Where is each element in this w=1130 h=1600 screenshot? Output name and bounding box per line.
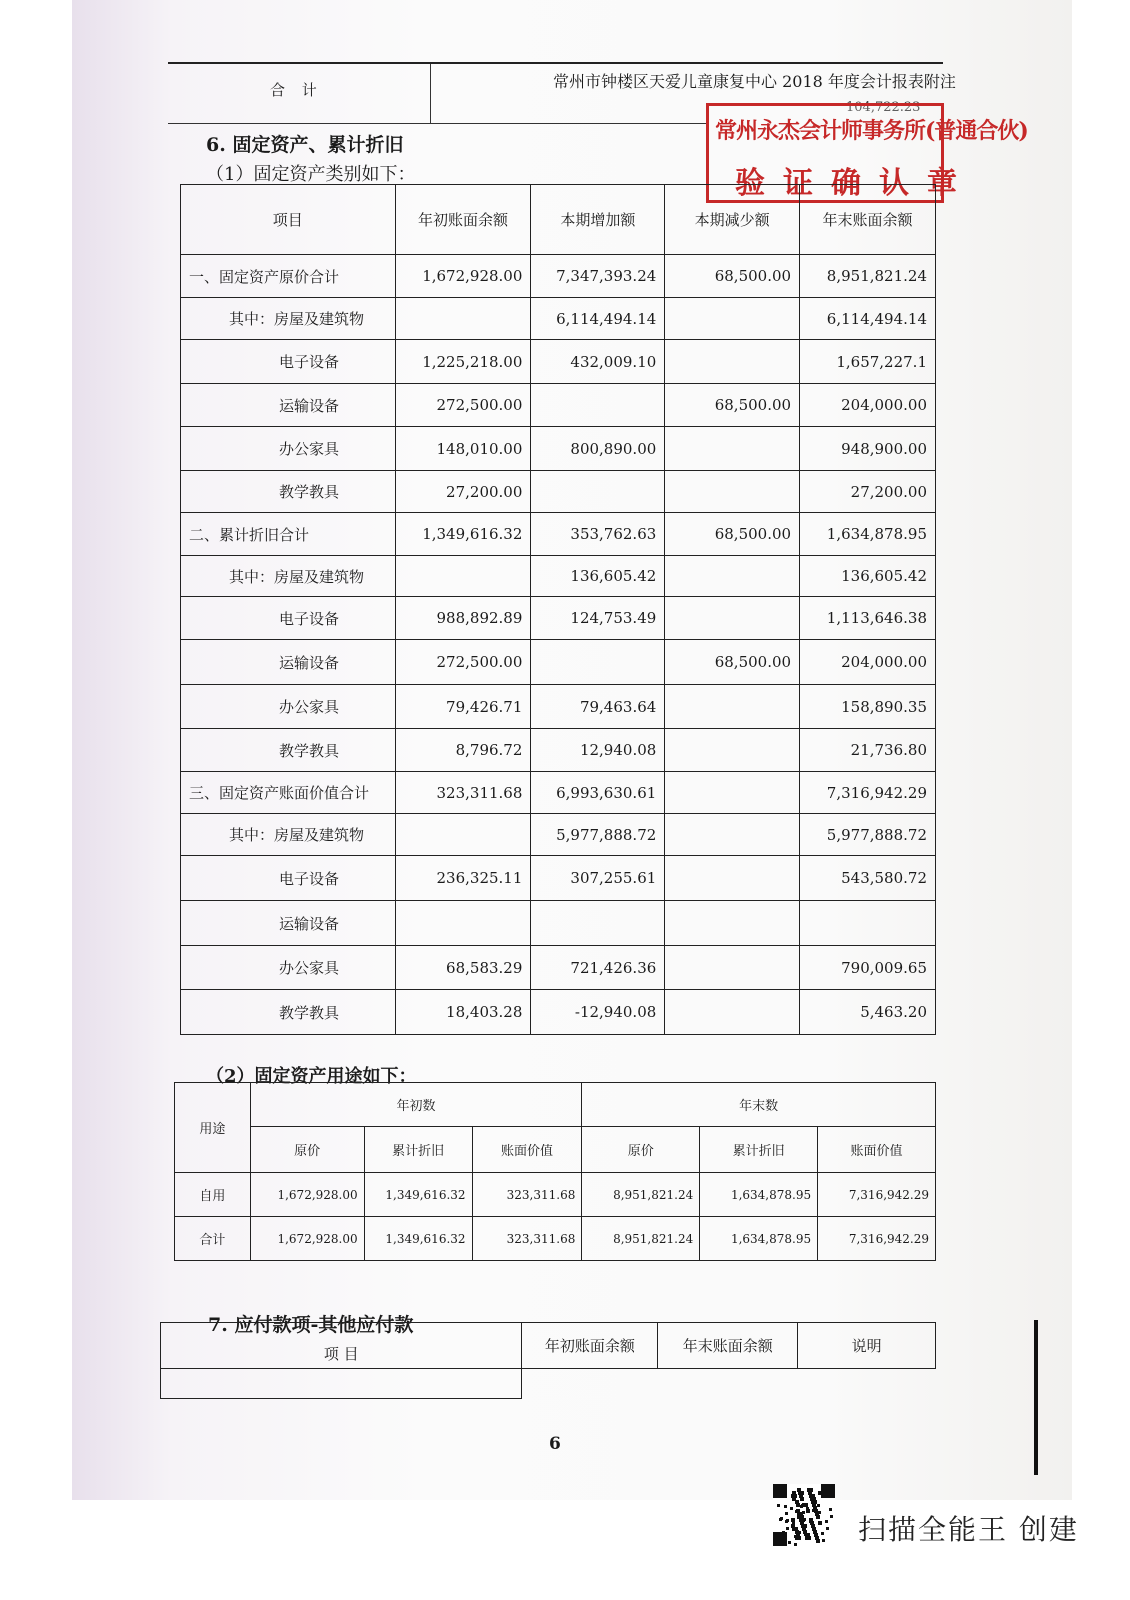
prev-total-bottom-rule [168, 123, 708, 124]
row-value: 988,892.89 [395, 597, 531, 640]
row-value [665, 597, 800, 640]
row-value [531, 640, 665, 685]
row-value: 236,325.11 [395, 856, 531, 901]
table-row [181, 685, 936, 729]
table-row [181, 729, 936, 772]
col-header-item: 项目 [181, 185, 396, 255]
row-value: 6,993,630.61 [531, 772, 665, 814]
row-value: 68,583.29 [395, 946, 531, 990]
table-row [181, 255, 936, 298]
row-value: 21,736.80 [800, 729, 936, 772]
usage-row-value: 1,349,616.32 [364, 1173, 472, 1217]
row-value: 148,010.00 [395, 427, 531, 471]
row-value [665, 298, 800, 340]
row-label: 教学教具 [181, 471, 396, 513]
usage-row-label: 合计 [175, 1217, 251, 1261]
table-row [181, 340, 936, 384]
row-value: 79,426.71 [395, 685, 531, 729]
row-value [531, 471, 665, 513]
payables-col-begin: 年初账面余额 [522, 1323, 658, 1369]
usage-subheader: 累计折旧 [700, 1127, 818, 1173]
row-value: 1,657,227.1 [800, 340, 936, 384]
row-value [665, 946, 800, 990]
usage-subheader: 账面价值 [472, 1127, 582, 1173]
row-value: 790,009.65 [800, 946, 936, 990]
row-value: 948,900.00 [800, 427, 936, 471]
usage-row [175, 1217, 936, 1261]
row-label: 办公家具 [181, 427, 396, 471]
qr-code-icon [773, 1484, 835, 1546]
table-row [181, 298, 936, 340]
scan-edge-mark [1034, 1320, 1038, 1475]
fixed-asset-usage-table [174, 1082, 936, 1261]
usage-subheader: 原价 [250, 1127, 364, 1173]
row-value [395, 556, 531, 597]
stamp-firm-name: 常州永杰会计师事务所(普通合伙) [715, 118, 1028, 144]
other-payables-table [160, 1322, 936, 1399]
row-label: 三、固定资产账面价值合计 [181, 772, 396, 814]
row-value: 6,114,494.14 [800, 298, 936, 340]
table-row [181, 946, 936, 990]
row-value: 1,672,928.00 [395, 255, 531, 298]
usage-row-value: 1,349,616.32 [364, 1217, 472, 1261]
table-row [181, 427, 936, 471]
usage-row-value: 8,951,821.24 [582, 1217, 700, 1261]
payables-col-end: 年末账面余额 [658, 1323, 798, 1369]
row-label: 其中：房屋及建筑物 [181, 298, 396, 340]
row-label: 二、累计折旧合计 [181, 513, 396, 556]
row-value: -12,940.08 [531, 990, 665, 1035]
row-value [665, 340, 800, 384]
row-value: 124,753.49 [531, 597, 665, 640]
section6-title: 6. 固定资产、累计折旧 [206, 134, 404, 156]
usage-subheader: 原价 [582, 1127, 700, 1173]
table-header-row [181, 185, 936, 255]
table-row [181, 384, 936, 427]
page-number: 6 [549, 1434, 561, 1454]
row-value: 272,500.00 [395, 384, 531, 427]
prev-total-label: 合 计 [270, 81, 323, 99]
table-row [181, 471, 936, 513]
row-value: 543,580.72 [800, 856, 936, 901]
section6-sub1: （1）固定资产类别如下： [206, 164, 416, 185]
row-label: 一、固定资产原价合计 [181, 255, 396, 298]
section6-sub2: （2）固定资产用途如下： [206, 1066, 417, 1087]
usage-row-value: 1,634,878.95 [700, 1173, 818, 1217]
row-label: 电子设备 [181, 340, 396, 384]
row-label: 运输设备 [181, 384, 396, 427]
row-value [665, 471, 800, 513]
row-value: 7,316,942.29 [800, 772, 936, 814]
row-value: 204,000.00 [800, 640, 936, 685]
row-value: 5,977,888.72 [800, 814, 936, 856]
row-value: 721,426.36 [531, 946, 665, 990]
row-value: 272,500.00 [395, 640, 531, 685]
usage-subheader: 账面价值 [818, 1127, 936, 1173]
table-row [181, 597, 936, 640]
row-value [665, 814, 800, 856]
row-value: 432,009.10 [531, 340, 665, 384]
usage-row-label: 自用 [175, 1173, 251, 1217]
row-value [800, 901, 936, 946]
row-value: 8,951,821.24 [800, 255, 936, 298]
stamp-confirm-text: 验证确认章 [735, 166, 975, 201]
row-label: 办公家具 [181, 685, 396, 729]
row-value: 27,200.00 [395, 471, 531, 513]
row-value: 68,500.00 [665, 255, 800, 298]
row-value: 18,403.28 [395, 990, 531, 1035]
row-label: 运输设备 [181, 640, 396, 685]
table-row [181, 901, 936, 946]
usage-subheader: 累计折旧 [364, 1127, 472, 1173]
usage-row-value: 7,316,942.29 [818, 1217, 936, 1261]
usage-row-value: 7,316,942.29 [818, 1173, 936, 1217]
usage-row [175, 1173, 936, 1217]
row-label: 办公家具 [181, 946, 396, 990]
prev-total-divider [430, 64, 431, 124]
table-row [181, 640, 936, 685]
row-value: 79,463.64 [531, 685, 665, 729]
table-row [181, 556, 936, 597]
row-label: 电子设备 [181, 856, 396, 901]
table-row [181, 814, 936, 856]
row-value [665, 685, 800, 729]
col-header-begin: 年初账面余额 [395, 185, 531, 255]
row-value [395, 814, 531, 856]
row-value: 5,463.20 [800, 990, 936, 1035]
row-value: 12,940.08 [531, 729, 665, 772]
row-label: 教学教具 [181, 729, 396, 772]
row-value [665, 856, 800, 901]
table-row [181, 772, 936, 814]
row-value: 68,500.00 [665, 513, 800, 556]
usage-row-value: 323,311.68 [472, 1217, 582, 1261]
usage-row-value: 323,311.68 [472, 1173, 582, 1217]
usage-row-value: 8,951,821.24 [582, 1173, 700, 1217]
usage-end-header: 年末数 [582, 1083, 936, 1127]
col-header-end: 年末账面余额 [800, 185, 936, 255]
row-value: 136,605.42 [531, 556, 665, 597]
row-value [665, 901, 800, 946]
row-value: 8,796.72 [395, 729, 531, 772]
usage-row-value: 1,634,878.95 [700, 1217, 818, 1261]
col-header-increase: 本期增加额 [531, 185, 665, 255]
usage-col-label: 用途 [175, 1083, 251, 1173]
table-row [181, 856, 936, 901]
row-value: 307,255.61 [531, 856, 665, 901]
row-value: 204,000.00 [800, 384, 936, 427]
prev-total-value: 104,722.23 [846, 100, 921, 115]
usage-row-value: 1,672,928.00 [250, 1217, 364, 1261]
row-value [531, 901, 665, 946]
usage-begin-header: 年初数 [250, 1083, 582, 1127]
usage-row-value: 1,672,928.00 [250, 1173, 364, 1217]
row-value: 7,347,393.24 [531, 255, 665, 298]
row-value: 323,311.68 [395, 772, 531, 814]
fixed-asset-category-table [180, 184, 936, 1035]
table-row [181, 513, 936, 556]
row-value [531, 384, 665, 427]
payables-empty-cell [161, 1369, 522, 1399]
row-value: 353,762.63 [531, 513, 665, 556]
row-value: 68,500.00 [665, 384, 800, 427]
scanner-watermark: 扫描全能王 创建 [858, 1513, 1079, 1546]
row-value: 800,890.00 [531, 427, 665, 471]
row-label: 教学教具 [181, 990, 396, 1035]
col-header-decrease: 本期减少额 [665, 185, 800, 255]
row-value [395, 901, 531, 946]
row-value: 27,200.00 [800, 471, 936, 513]
payables-col-note: 说明 [798, 1323, 936, 1369]
row-value: 68,500.00 [665, 640, 800, 685]
section7-title: 7. 应付款项-其他应付款 [208, 1314, 414, 1336]
table-row [181, 990, 936, 1035]
row-value: 136,605.42 [800, 556, 936, 597]
row-value [665, 729, 800, 772]
row-value [665, 556, 800, 597]
row-value [665, 427, 800, 471]
row-value: 1,113,646.38 [800, 597, 936, 640]
row-value: 1,634,878.95 [800, 513, 936, 556]
row-value: 158,890.35 [800, 685, 936, 729]
row-value: 5,977,888.72 [531, 814, 665, 856]
header-title: 常州市钟楼区天爱儿童康复中心 2018 年度会计报表附注 [553, 72, 956, 91]
row-value: 1,225,218.00 [395, 340, 531, 384]
row-value [395, 298, 531, 340]
row-value [665, 990, 800, 1035]
row-label: 运输设备 [181, 901, 396, 946]
row-value: 1,349,616.32 [395, 513, 531, 556]
row-label: 其中：房屋及建筑物 [181, 814, 396, 856]
payables-col-item: 项 目 [161, 1323, 522, 1369]
header-rule [168, 62, 943, 64]
row-label: 电子设备 [181, 597, 396, 640]
row-label: 其中：房屋及建筑物 [181, 556, 396, 597]
row-value: 6,114,494.14 [531, 298, 665, 340]
row-value [665, 772, 800, 814]
